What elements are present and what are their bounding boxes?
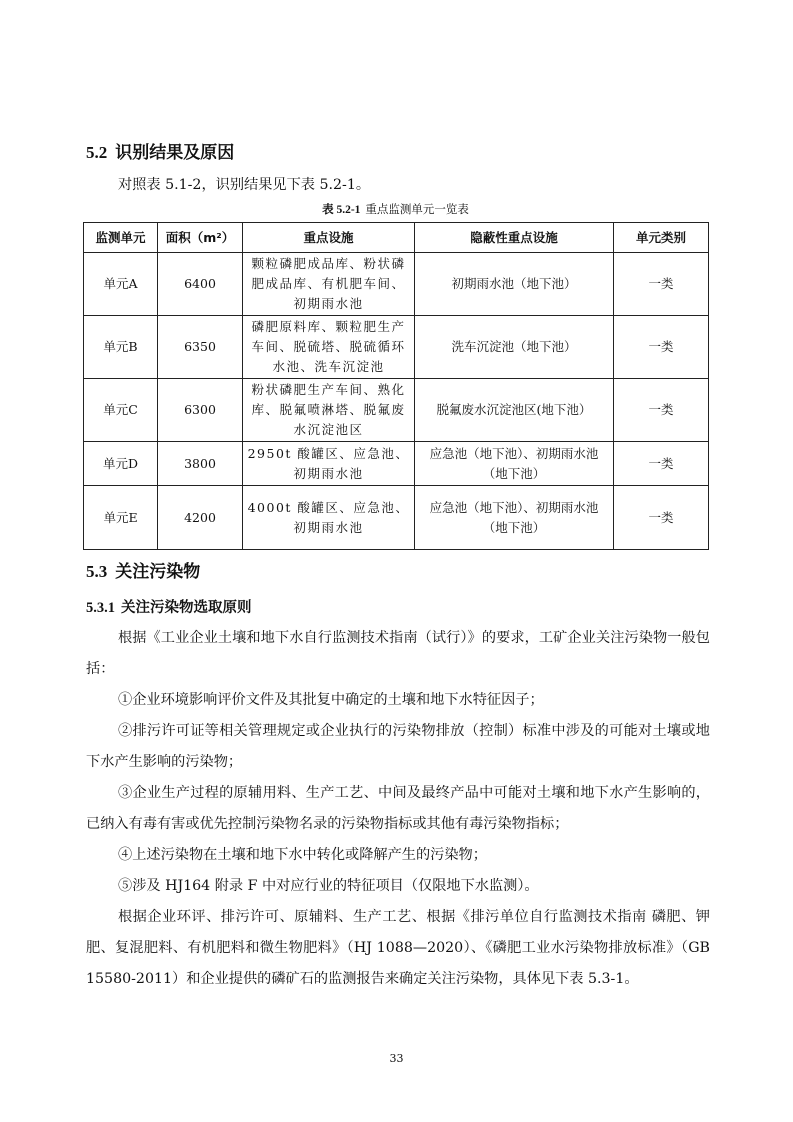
table-caption-title: 重点监测单元一览表: [365, 202, 469, 216]
list-item-4: ④上述污染物在土壤和地下水中转化或降解产生的污染物；: [118, 847, 487, 863]
cell-area: 6300: [158, 379, 243, 442]
cell-facilities: 粉状磷肥生产车间、熟化库、脱氟喷淋塔、脱氟废水沉淀池区: [243, 379, 415, 442]
cell-hidden-facilities: 脱氟废水沉淀池区(地下池）: [415, 379, 614, 442]
cell-area: 3800: [158, 442, 243, 486]
cell-unit: 单元A: [84, 253, 158, 316]
cell-area: 4200: [158, 486, 243, 550]
table-caption: [83, 201, 708, 217]
header-area: 面积（m²）: [158, 223, 243, 253]
intro-paragraph: 对照表 5.1-2，识别结果见下表 5.2-1。: [118, 177, 371, 193]
cell-category: 一类: [614, 379, 709, 442]
page-number: 33: [389, 1052, 404, 1065]
list-item-2: ②排污许可证等相关管理规定或企业执行的污染物排放（控制）标准中涉及的可能对土壤或地下水产生影响的污染物；: [86, 723, 710, 770]
cell-hidden-facilities: 洗车沉淀池（地下池）: [415, 316, 614, 379]
cell-category: 一类: [614, 486, 709, 550]
cell-unit: 单元C: [84, 379, 158, 442]
section-title: 识别结果及原因: [115, 143, 235, 163]
subsection-title: 关注污染物选取原则: [121, 600, 252, 616]
section-heading-5-3: [86, 557, 200, 582]
table-caption-number: 表 5.2-1: [322, 204, 361, 216]
header-category: 单元类别: [614, 223, 709, 253]
cell-unit: 单元D: [84, 442, 158, 486]
section-title: 关注污染物: [115, 562, 201, 582]
cell-hidden-facilities: 应急池（地下池）、初期雨水池（地下池）: [415, 486, 614, 550]
cell-facilities: 磷肥原料库、颗粒肥生产车间、脱硫塔、脱硫循环水池、洗车沉淀池: [243, 316, 415, 379]
cell-facilities: 颗粒磷肥成品库、粉状磷肥成品库、有机肥车间、初期雨水池: [243, 253, 415, 316]
cell-area: 6350: [158, 316, 243, 379]
section-number: 5.2: [86, 143, 108, 162]
cell-facilities: 2950t 酸罐区、应急池、初期雨水池: [243, 442, 415, 486]
table-row: [84, 442, 709, 486]
header-facilities: 重点设施: [243, 223, 415, 253]
cell-hidden-facilities: 应急池（地下池）、初期雨水池（地下池）: [415, 442, 614, 486]
header-hidden-facilities: 隐蔽性重点设施: [415, 223, 614, 253]
cell-unit: 单元B: [84, 316, 158, 379]
principle-paragraph: 根据《工业企业土壤和地下水自行监测技术指南（试行）》的要求，工矿企业关注污染物一般包括：: [86, 630, 710, 677]
cell-category: 一类: [614, 316, 709, 379]
cell-hidden-facilities: 初期雨水池（地下池）: [415, 253, 614, 316]
section-number: 5.3: [86, 562, 108, 581]
table-header-row: [84, 223, 709, 253]
section-heading-5-2: [86, 138, 234, 163]
list-item-3: ③企业生产过程的原辅用料、生产工艺、中间及最终产品中可能对土壤和地下水产生影响的，已纳入有毒有害或优先控制污染物名录的污染物指标或其他有毒污染物指标；: [86, 785, 710, 832]
section-heading-5-3-1: [86, 596, 252, 617]
subsection-number: 5.3.1: [86, 600, 115, 616]
key-monitoring-units-table: [83, 222, 709, 550]
basis-paragraph: 根据企业环评、排污许可、原辅料、生产工艺、根据《排污单位自行监测技术指南 磷肥、钾肥、复混肥料、有机肥料和微生物肥料》（HJ 1088—2020）、《磷肥工业水污染物排放标准》（GB 15580-2011）和企业提供的磷矿石的监测报告来确定关注污染物，具体见下表 5.3-1。: [86, 909, 710, 987]
list-item-5: ⑤涉及 HJ164 附录 F 中对应行业的特征项目（仅限地下水监测）。: [118, 878, 539, 894]
cell-area: 6400: [158, 253, 243, 316]
header-unit: 监测单元: [84, 223, 158, 253]
table-row: [84, 486, 709, 550]
cell-unit: 单元E: [84, 486, 158, 550]
table-row: [84, 379, 709, 442]
table-row: [84, 316, 709, 379]
table-row: [84, 253, 709, 316]
cell-category: 一类: [614, 442, 709, 486]
list-item-1: ①企业环境影响评价文件及其批复中确定的土壤和地下水特征因子；: [118, 692, 544, 708]
cell-category: 一类: [614, 253, 709, 316]
cell-facilities: 4000t 酸罐区、应急池、初期雨水池: [243, 486, 415, 550]
